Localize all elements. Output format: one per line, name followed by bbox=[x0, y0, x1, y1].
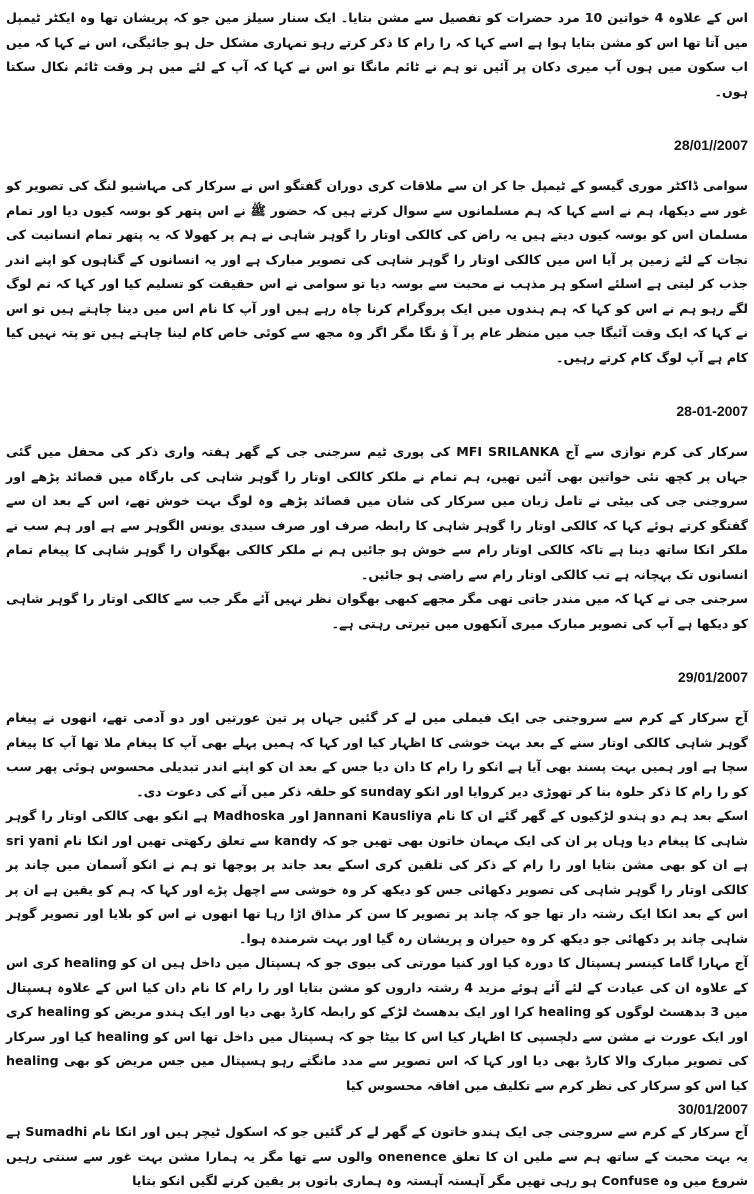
entry-2-paragraph-1: سرجنی جی نے کہا کہ میں مندر جاتی تھی مگر مجھے کبھی بھگوان نظر نہیں آئے مگر جب سے کالکی اوتار را گوہر شاہی کو دیکھا ہے آپ کی تصویر مبارک میری آنکھوں میں تیرتی رہتی ہے۔ bbox=[6, 591, 748, 631]
entry-3-paragraph-0: آج سرکار کے کرم سے سروجنی جی ایک فیملی میں لے کر گئیں جہاں پر تین عورتیں اور دو آدمی تھے، انھوں نے پیغام گوہر شاہی کالکی اوتار سنے کے بعد بہت خوشی کا اظہار کیا اور کہا کہ ہمیں پہلے بھی آپ کا پیغام ملا تھا آپ کا پیغام سچا ہے اور ہمیں بہت پسند بھی آیا ہے انکو را رام کا دان دیا جس کے بعد ان کو اپنے اندر تبدیلی محسوس ہوئی پھر سب کو را رام کا ذکر حلوہ بنا کر تھوڑی دیر کروایا اور انکو sunday کو حلقہ ذکر میں آنے کی دعوت دی۔ bbox=[6, 710, 748, 799]
entry-3-date: 29/01/2007 bbox=[677, 669, 748, 685]
entry-2-date: 28-01-2007 bbox=[676, 403, 748, 419]
entry-1-paragraph-0: سوامی ڈاکٹر موری گیسو کے ٹیمپل جا کر ان سے ملاقات کری دوران گفتگو اس نے سرکار کی مہاشیو لنگ کی تصویر کو غور سے دیکھا، ہم نے اسے کہا کہ ہم مسلمانوں سے سوال کرتے ہیں کہ حضور ﷺ نے اس پتھر کو بوسہ کیوں دیا اور تمام مسلمان اس کو بوسہ کیوں دیتے ہیں یہ راض کی کالکی اوتار را گوہر شاہی نے ہم پر کھولا کہ یہ پتھر تمام انسانیت کی نجات کے لئے زمین پر آیا اس میں کالکی اوتار را گوہر شاہی کی تصویر مبارک ہے اور یہ انسانوں کے گناہوں کو اپنے اندر جذب کر لیتی ہے اسلئے اسکو ہر مذہب نے محبت سے بوسہ دیا تو سوامی نے اس حقیقت کو تسلیم کیا اور کہا کہ تم لوگ لگے رہو ہم نے اس کو کہا کہ ہم ہندوں میں ایک پروگرام کرنا چاہ رہے ہیں اور آپ کا نام اس میں دینا چاہتے ہیں تو اس نے کہا کہ ایک وقت آئیگا جب میں منظر عام پر آ ؤ نگا مگر اگر وہ مجھ سے کوئی خاص کام لینا چاہتے ہیں تو پتہ نہیں کیا کام ہے آپ لوگ کام کرتے رہیں۔ bbox=[6, 178, 748, 365]
entry-0-paragraph-0: اس کے علاوہ 4 خواتین 10 مرد حضرات کو تفصیل سے مشن بتایا۔ ایک سنار سیلز مین جو کہ پریشان تھا وہ ایکٹر ٹیمپل میں آتا تھا اس کو مشن بتایا ہوا ہے اسے کہا کہ را رام کا ذکر کرتے رہو تمہاری مشکل حل ہو جائیگی، اس نے کہا کہ میں اب سکون میں ہوں آپ میری دکان پر آئیں تو ہم نے ٹائم مانگا تو اس نے کہا کہ آپ کے لئے میں ہر وقت ٹائم نکال سکتا ہوں۔ bbox=[6, 10, 748, 99]
entry-3-paragraph-1: اسکے بعد ہم دو ہندو لڑکیوں کے گھر گئے ان کا نام Jannani Kausliya اور Madhoska ہے انکو بھی کالکی اوتار را گوہر شاہی کا پیغام دیا وہاں پر ان کی ایک مہمان خاتون بھی تھیں جو کہ kandy سے تعلق رکھتی تھیں اور انکا نام sri yani ہے ان کو بھی مشن بتایا اور را رام کے ذکر کی تلقین کری اسکے بعد جاند پر پوچھا تو ہم نے انکو آسمان میں چاند پر کالکی اوتار را گوہر شاہی کی تصویر دکھائی جس کو دیکھ کر وہ خوشی سے اچھل پڑے اور کہا کہ ہم کو یقین ہے ان پر اس کے بعد انکا ایک رشتہ دار تھا جو کہ چاند پر تصویر کا سن کر مذاق اڑا رہا تھا انھوں نے اس کو بلایا اور تصویر گوہر شاہی چاند پر دکھائی جو دیکھ کر وہ حیران و پریشان رہ گیا اور بہت شرمندہ ہوا۔ bbox=[6, 808, 749, 946]
entry-1-date: 28/01//2007 bbox=[674, 137, 748, 153]
entry-3-paragraph-2: آج مہارا گاما کینسر ہسپتال کا دورہ کیا اور کنیا مورتی کی بیوی جو کہ ہسپتال میں داخل ہیں ان کو healing کری اس کے علاوہ ان کی عیادت کے لئے آئے ہوئے مزید 4 رشتہ داروں کو مشن بتایا اور را رام کا نام دان کیا اس کے علاوہ ہسپتال میں 3 بدھسٹ لوگوں کو healing کرا اور ایک بدھسٹ لڑکے کو رابطہ کارڈ بھی دیا اور ایک ہندو مریض کو healing کری اور ایک عورت نے مشن سے دلچسپی کا اظہار کیا اس کا بیٹا جو کہ ہسپتال میں داخل تھا اس کو healing کیا اور سرکار کی تصویر مبارک والا کارڈ بھی دیا اور کہا کہ اس تصویر سے مدد مانگتے رہو ہسپتال میں جس مریض کو بھی healing کیا اس کو سرکار کی نظر کرم سے تکلیف میں افاقہ محسوس کیا bbox=[6, 955, 749, 1093]
entry-2-paragraph-0: سرکار کی کرم نوازی سے آج MFI SRILANKA کی پوری ٹیم سرجنی جی کے گھر ہفتہ واری ذکر کی محفل میں گئی جہاں پر کچھ نئی خواتین بھی آئیں تھیں، ہم تمام نے ملکر کالکی اوتار را گوہر شاہی کی بارگاہ میں قصائد پڑھے اور سروجنی جی کی بیٹی نے تامل زبان میں سرکار کی شان میں قصائد پڑھے وہ لوگ بہت خوش تھے، اس کے بعد ان سے گفتگو کرتے ہوئے کہا کہ کالکی اوتار را گوہر شاہی کا رابطہ صرف اور صرف سیدی یونس الگوہر سے ہے اور ہم سب نے ملکر انکا ساتھ دینا ہے تاکہ کالکی اوتار رام سے خوش ہو جائیں ہم نے ملکر کالکی بھگوان را گوہر شاہی کا پیغام تمام انسانوں تک پہچانہ ہے تب کالکی اوتار رام سے راضی ہو جائیں۔ bbox=[6, 444, 748, 582]
entry-4-date: 30/01/2007 bbox=[677, 1101, 748, 1117]
entry-4-paragraph-0: آج سرکار کے کرم سے سروجنی جی ایک ہندو خاتون کے گھر لے کر گئیں جو کہ اسکول ٹیچر ہیں اور انکا نام Sumadhi ہے یہ بہت محبت کے ساتھ ہم سے ملیں ان کا تعلق onenence والوں سے تھا مگر یہ ہمارا مشن بہت غور سے سنتی رہیں شروع میں وہ Confuse ہو رہی تھیں مگر آہستہ آہستہ وہ ہماری باتوں پر یقین کرنے لگیں انکو بتایا bbox=[6, 1124, 748, 1188]
